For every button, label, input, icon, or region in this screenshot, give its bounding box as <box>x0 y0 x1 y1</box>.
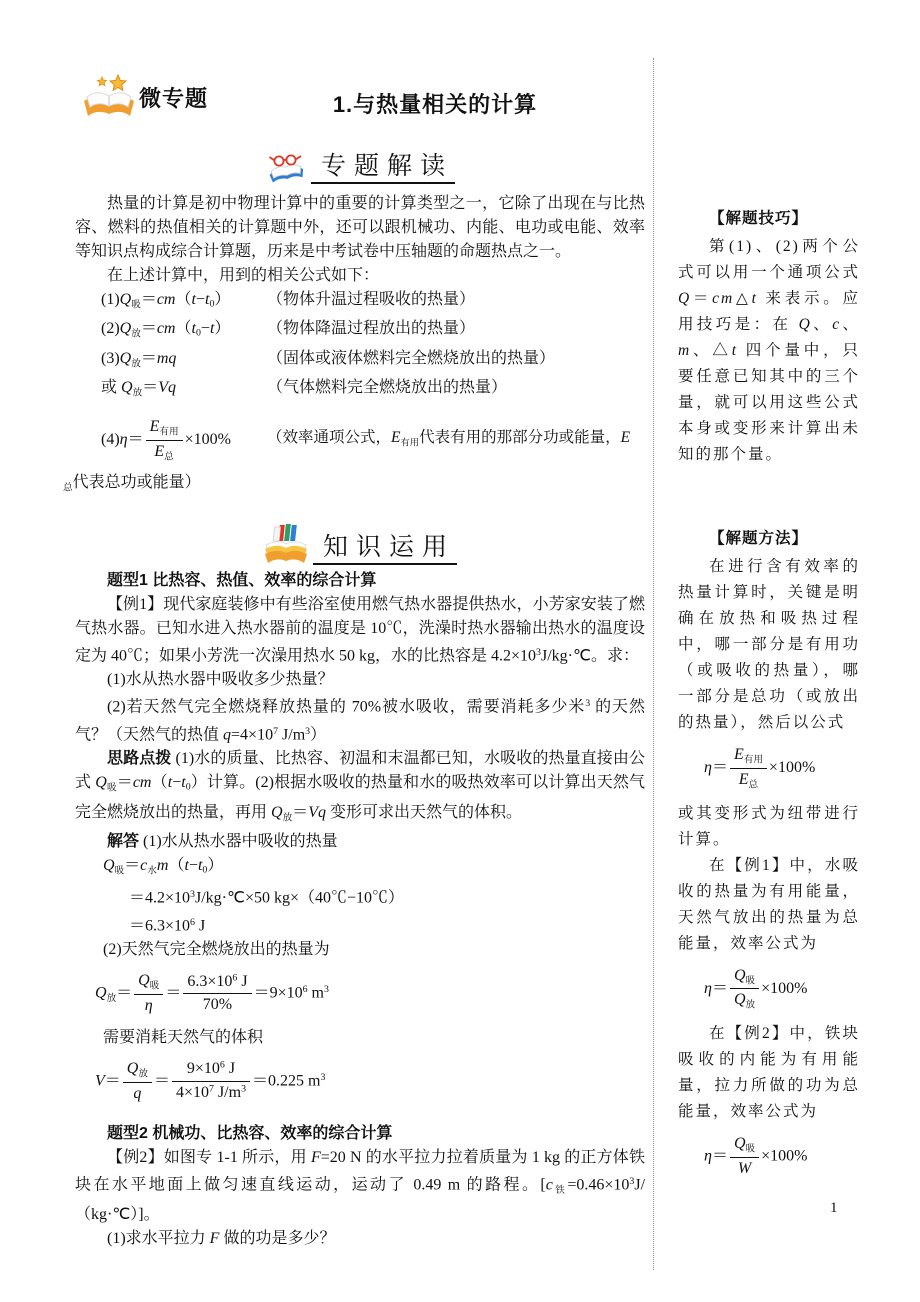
formula-row <box>101 411 645 469</box>
formula-row <box>101 347 645 376</box>
formula-expression: $(3)Q_放=mq$ <box>101 349 177 370</box>
series-logo <box>82 74 208 120</box>
topic2-heading: 题型2 机械功、比热容、效率的综合计算 <box>107 1125 393 1143</box>
example2-text: 【例2】如图专 1-1 所示，用 F=20 N 的水平拉力拉着质量为 1 kg 的正方体铁块在水平地面上做匀速直线运动，运动了 0.49 m 的路程。$[c_铁=0.46\times 10^3J/(kg\cdot℃)]$。 <box>75 1149 646 1224</box>
method-paragraph: 在【例2】中，铁块吸收的内能为有用能量，拉力所做的功为总能量，效率公式为 <box>678 1025 860 1121</box>
method-paragraph: 或其变形式为纽带进行计算。 <box>678 804 860 848</box>
section-banner-interpret <box>75 134 645 184</box>
sidebar-formula: η＝ $\frac{E_{有用}}{E_总}$ ×100% <box>704 746 816 791</box>
star-icon <box>110 75 126 90</box>
sidebar-formula: η＝ $\frac{Q_吸}{W}$ ×100% <box>704 1135 808 1178</box>
formula-expression: $(1)Q_吸=cm(t-t_0)$ <box>101 291 231 311</box>
method-title: 【解题方法】 <box>709 530 809 547</box>
example1-question1: (1)水从热水器中吸收多少热量？ <box>107 671 334 689</box>
solution-line: 需要消耗天然气的体积 <box>103 1028 264 1046</box>
intro-paragraph: 热量的计算是初中物理计算中的重要的计算类型之一，它除了出现在与比热容、燃料的热值相关的计算题中外，还可以跟机械功、内能、电功或电能、效率等知识点构成综合计算题，历来是中考试卷中压轴题的命题热点之一。 <box>75 195 645 260</box>
formula-expression: (4)η＝ $\frac{E_{有用}}{E_总}$ ×100% <box>101 418 231 463</box>
formula-row <box>101 317 645 346</box>
sidebar-formula: η＝ $\frac{Q_吸}{Q_放}$ ×100% <box>704 966 808 1011</box>
method-paragraph: 在进行含有效率的热量计算时，关键是明确在放热和吸热过程中，哪一部分是有用功（或吸收的热量），哪一部分是总功（或放出的热量），然后以公式 <box>678 558 860 731</box>
example1-solution-head: 解答 (1)水从热水器中吸收的热量 <box>107 832 338 850</box>
formula-note: （效率通项公式，$E_{有用}$代表有用的那部分功或能量，E <box>267 428 631 449</box>
book-glasses-icon <box>265 148 307 184</box>
tips-title: 【解题技巧】 <box>709 210 809 227</box>
series-logo-text: 微专题 <box>139 85 209 111</box>
books-stack-icon <box>263 523 309 565</box>
section-banner-apply <box>75 515 645 565</box>
intro-paragraph: 在上述计算中，用到的相关公式如下： <box>107 267 380 284</box>
method-paragraph: 在【例1】中，水吸收的热量为有用能量，天然气放出的热量为总能量，效率公式为 <box>678 856 860 952</box>
solution-line: V＝ $\frac{Q_放}{q}$ ＝ $\frac{9\times 10^6 J}{4\times 10^7 J/m^3}$ ＝0.225 $m^3$ <box>95 1059 326 1102</box>
section-banner-label: 知识运用 <box>313 536 457 565</box>
formula-row <box>101 288 645 317</box>
formula-note: （物体升温过程吸收的热量） <box>267 291 476 308</box>
page-title: 1.与热量相关的计算 <box>332 92 538 117</box>
solution-line: $=4.2\times 10^3J/kg\cdot℃\times 50$ kg×（40℃−10℃） <box>129 889 405 907</box>
solution-line: $Q_吸=c_水m(t-t_0)$ <box>103 856 224 877</box>
formula-note: （物体降温过程放出的热量） <box>267 320 476 338</box>
example1-hint: 思路点拨 (1)水的质量、比热容、初温和末温都已知，水吸收的热量直接由公式 $Q_吸=cm(t-t_0)$计算。(2)根据水吸收的热量和水的吸热效率可以计算出天然气完全燃烧放出的热量，再用 $Q_放=Vq$ 变形可求出天然气的体积。 <box>75 750 645 823</box>
topic1-heading: 题型1 比热容、热值、效率的综合计算 <box>107 571 377 589</box>
main-column <box>63 134 646 1251</box>
formula-note: （气体燃料完全燃烧放出的热量） <box>267 379 508 397</box>
formula-note: （固体或液体燃料完全燃烧放出的热量） <box>267 349 556 367</box>
example2-question1: (1)求水平拉力 F 做的功是多少？ <box>107 1230 336 1248</box>
formula-expression: $(2)Q_放=cm(t_0-t)$ <box>101 320 231 340</box>
solution-line: $Q_放=$ $\frac{Q_吸}{\eta}$ ＝ $\frac{6.3\times 10^6 J}{70\%}$ $=9\times 10^6$ $m^3$ <box>95 972 329 1014</box>
margin-notes-column <box>678 206 860 1189</box>
example1-question2: (2)若天然气完全燃烧释放热量的 70%被水吸收，需要消耗多少米$^3$ 的天然气？（天然气的热值 $q=4\times 10^7$ $J/m^3$） <box>75 698 645 744</box>
solution-line: (2)天然气完全燃烧放出的热量为 <box>103 941 330 959</box>
column-divider <box>653 58 654 1270</box>
solution-line: $=6.3\times 10^6$ J <box>129 916 206 935</box>
tips-body: 第(1)、(2)两个公式可以用一个通项公式 Q＝cm△t 来表示。应用技巧是：在 Q、c、m、△t 四个量中，只要任意已知其中的三个量，就可以用这些公式本身或变形来计算出未知的那个量。 <box>678 238 860 463</box>
star-icon <box>98 77 107 86</box>
formula-note-continuation: $_总$代表总功或能量） <box>63 474 201 494</box>
section-banner-label: 专题解读 <box>311 155 455 184</box>
formula-expression: 或 $Q_放=Vq$ <box>101 379 176 399</box>
page-number: 1 <box>830 1200 838 1216</box>
formula-row <box>101 376 645 405</box>
example1-text: 【例1】现代家庭装修中有些浴室使用燃气热水器提供热水，小芳家安装了燃气热水器。已知水进入热水器前的温度是 10℃，洗澡时热水器输出热水的温度设定为 40℃；如果小芳洗一次澡用热水 50 kg，水的比热容是 $4.2\times 10^3J/kg\cdot℃$。求： <box>75 595 645 665</box>
open-book-stars-icon <box>82 74 136 120</box>
